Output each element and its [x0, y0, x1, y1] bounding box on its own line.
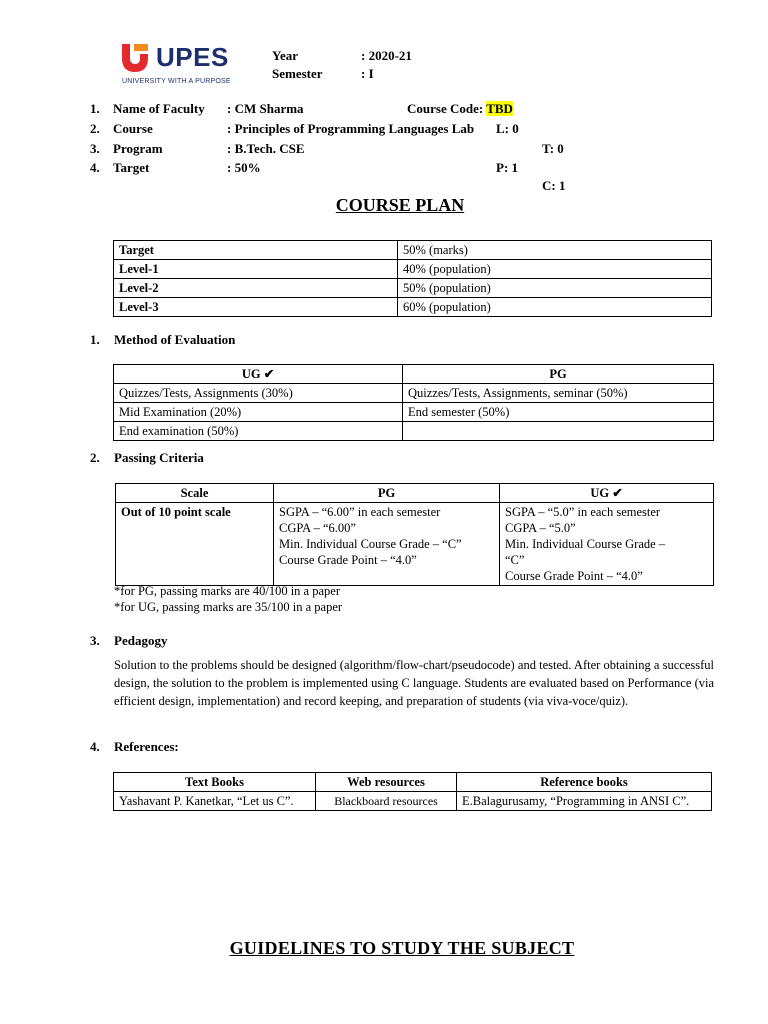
target-cell: 50% (marks) — [398, 241, 712, 260]
section-method-of-evaluation — [90, 332, 235, 348]
credit-l: L: 0 — [496, 121, 519, 136]
table-row — [114, 422, 714, 441]
course-value: : Principles of Programming Languages Lab — [227, 121, 475, 136]
evaluation-cell: Quizzes/Tests, Assignments (30%) — [114, 384, 403, 403]
pg-header: PG — [274, 484, 500, 503]
table-row — [114, 260, 712, 279]
ug-criteria-line: Min. Individual Course Grade – — [505, 537, 666, 551]
evaluation-cell: Quizzes/Tests, Assignments, seminar (50%) — [403, 384, 714, 403]
target-table — [113, 240, 712, 317]
table-row — [114, 773, 712, 792]
course-code — [407, 101, 513, 117]
faculty-label: Name of Faculty — [113, 101, 205, 116]
table-row — [114, 279, 712, 298]
passing-criteria-table — [115, 483, 714, 586]
section-passing-criteria — [90, 450, 204, 466]
target-cell: Level-1 — [114, 260, 398, 279]
table-row — [114, 792, 712, 811]
evaluation-cell: End semester (50%) — [403, 403, 714, 422]
credit-t: T: 0 — [542, 141, 564, 156]
reference-book-cell: E.Balagurusamy, “Programming in ANSI C”. — [457, 792, 712, 811]
ug-header — [500, 484, 714, 503]
target-value: : 50% — [227, 160, 261, 175]
pg-header: PG — [403, 365, 714, 384]
target-cell: Target — [114, 241, 398, 260]
checkmark-icon: ✔ — [263, 367, 275, 381]
references-header: Reference books — [457, 773, 712, 792]
references-header: Text Books — [114, 773, 316, 792]
scale-cell: Out of 10 point scale — [116, 503, 274, 586]
section-number: 4. — [90, 739, 100, 754]
section-number: 3. — [90, 633, 100, 648]
page-title: COURSE PLAN — [335, 195, 465, 215]
course-label: Course — [113, 121, 153, 136]
pg-passing-note: *for PG, passing marks are 40/100 in a paper — [114, 584, 340, 598]
ug-criteria-cell — [500, 503, 714, 586]
references-table — [113, 772, 712, 811]
target-cell: Level-3 — [114, 298, 398, 317]
table-row — [114, 241, 712, 260]
evaluation-table — [113, 364, 714, 441]
checkmark-icon: ✔ — [612, 486, 623, 500]
ug-criteria-line: CGPA – “5.0” — [505, 521, 576, 535]
evaluation-cell — [403, 422, 714, 441]
upes-logo — [120, 42, 240, 90]
info-num-3: 3. — [90, 141, 100, 156]
ug-header-label: UG — [590, 486, 610, 500]
year-label: Year — [272, 48, 298, 63]
ug-criteria-line: “C” — [505, 553, 525, 567]
target-cell: 50% (population) — [398, 279, 712, 298]
table-row — [116, 484, 714, 503]
ug-passing-note: *for UG, passing marks are 35/100 in a paper — [114, 600, 343, 614]
pg-criteria-line: SGPA – “6.00” in each semester — [279, 505, 441, 519]
references-header: Web resources — [316, 773, 457, 792]
target-label: Target — [113, 160, 150, 175]
pg-criteria-line: CGPA – “6.00” — [279, 521, 356, 535]
ug-criteria-line: SGPA – “5.0” in each semester — [505, 505, 661, 519]
section-title: References: — [114, 739, 179, 754]
info-num-2: 2. — [90, 121, 100, 136]
ug-criteria-line: Course Grade Point – “4.0” — [505, 569, 643, 583]
section-title: Passing Criteria — [114, 450, 204, 465]
table-row — [114, 298, 712, 317]
ug-header — [114, 365, 403, 384]
upes-logo-mark-icon — [120, 42, 150, 72]
ug-header-label: UG — [241, 367, 261, 381]
scale-header: Scale — [116, 484, 274, 503]
section-pedagogy — [90, 633, 167, 649]
target-cell: 60% (population) — [398, 298, 712, 317]
section-title: Method of Evaluation — [114, 332, 236, 347]
guidelines-title: GUIDELINES TO STUDY THE SUBJECT — [229, 938, 575, 958]
credit-c: C: 1 — [542, 178, 566, 193]
credit-p: P: 1 — [496, 160, 519, 175]
pg-criteria-line: Min. Individual Course Grade – “C” — [279, 537, 462, 551]
section-title: Pedagogy — [114, 633, 168, 648]
table-row — [114, 403, 714, 422]
evaluation-cell: End examination (50%) — [114, 422, 403, 441]
text-book-cell: Yashavant P. Kanetkar, “Let us C”. — [114, 792, 316, 811]
program-label: Program — [113, 141, 163, 156]
faculty-value: : CM Sharma — [227, 101, 304, 116]
table-row — [114, 365, 714, 384]
semester-value: : I — [361, 66, 374, 81]
pedagogy-paragraph: Solution to the problems should be designed (algorithm/flow-chart/pseudocode) and tested. After obtaining a successful design, the solution to the problem is implemented using C language. Students are evaluated based on Performance (via efficient design, implementation) and record keeping, and preparation of students (via viva-voce/quiz). — [114, 658, 714, 708]
table-row — [114, 384, 714, 403]
target-cell: Level-2 — [114, 279, 398, 298]
logo-wordmark: UPES — [156, 42, 229, 72]
year-value: : 2020-21 — [361, 48, 412, 63]
semester-label: Semester — [272, 66, 323, 81]
evaluation-cell: Mid Examination (20%) — [114, 403, 403, 422]
program-value: : B.Tech. CSE — [227, 141, 305, 156]
web-resources-cell: Blackboard resources — [316, 792, 457, 811]
target-cell: 40% (population) — [398, 260, 712, 279]
pg-criteria-line: Course Grade Point – “4.0” — [279, 553, 417, 567]
section-number: 2. — [90, 450, 100, 465]
section-number: 1. — [90, 332, 100, 347]
section-references — [90, 739, 179, 755]
table-row — [116, 503, 714, 586]
logo-tagline: UNIVERSITY WITH A PURPOSE — [122, 78, 231, 85]
course-code-value: TBD — [486, 101, 513, 116]
info-num-1: 1. — [90, 101, 100, 116]
info-num-4: 4. — [90, 160, 100, 175]
pg-criteria-cell — [274, 503, 500, 586]
course-code-label: Course Code: — [407, 101, 484, 116]
